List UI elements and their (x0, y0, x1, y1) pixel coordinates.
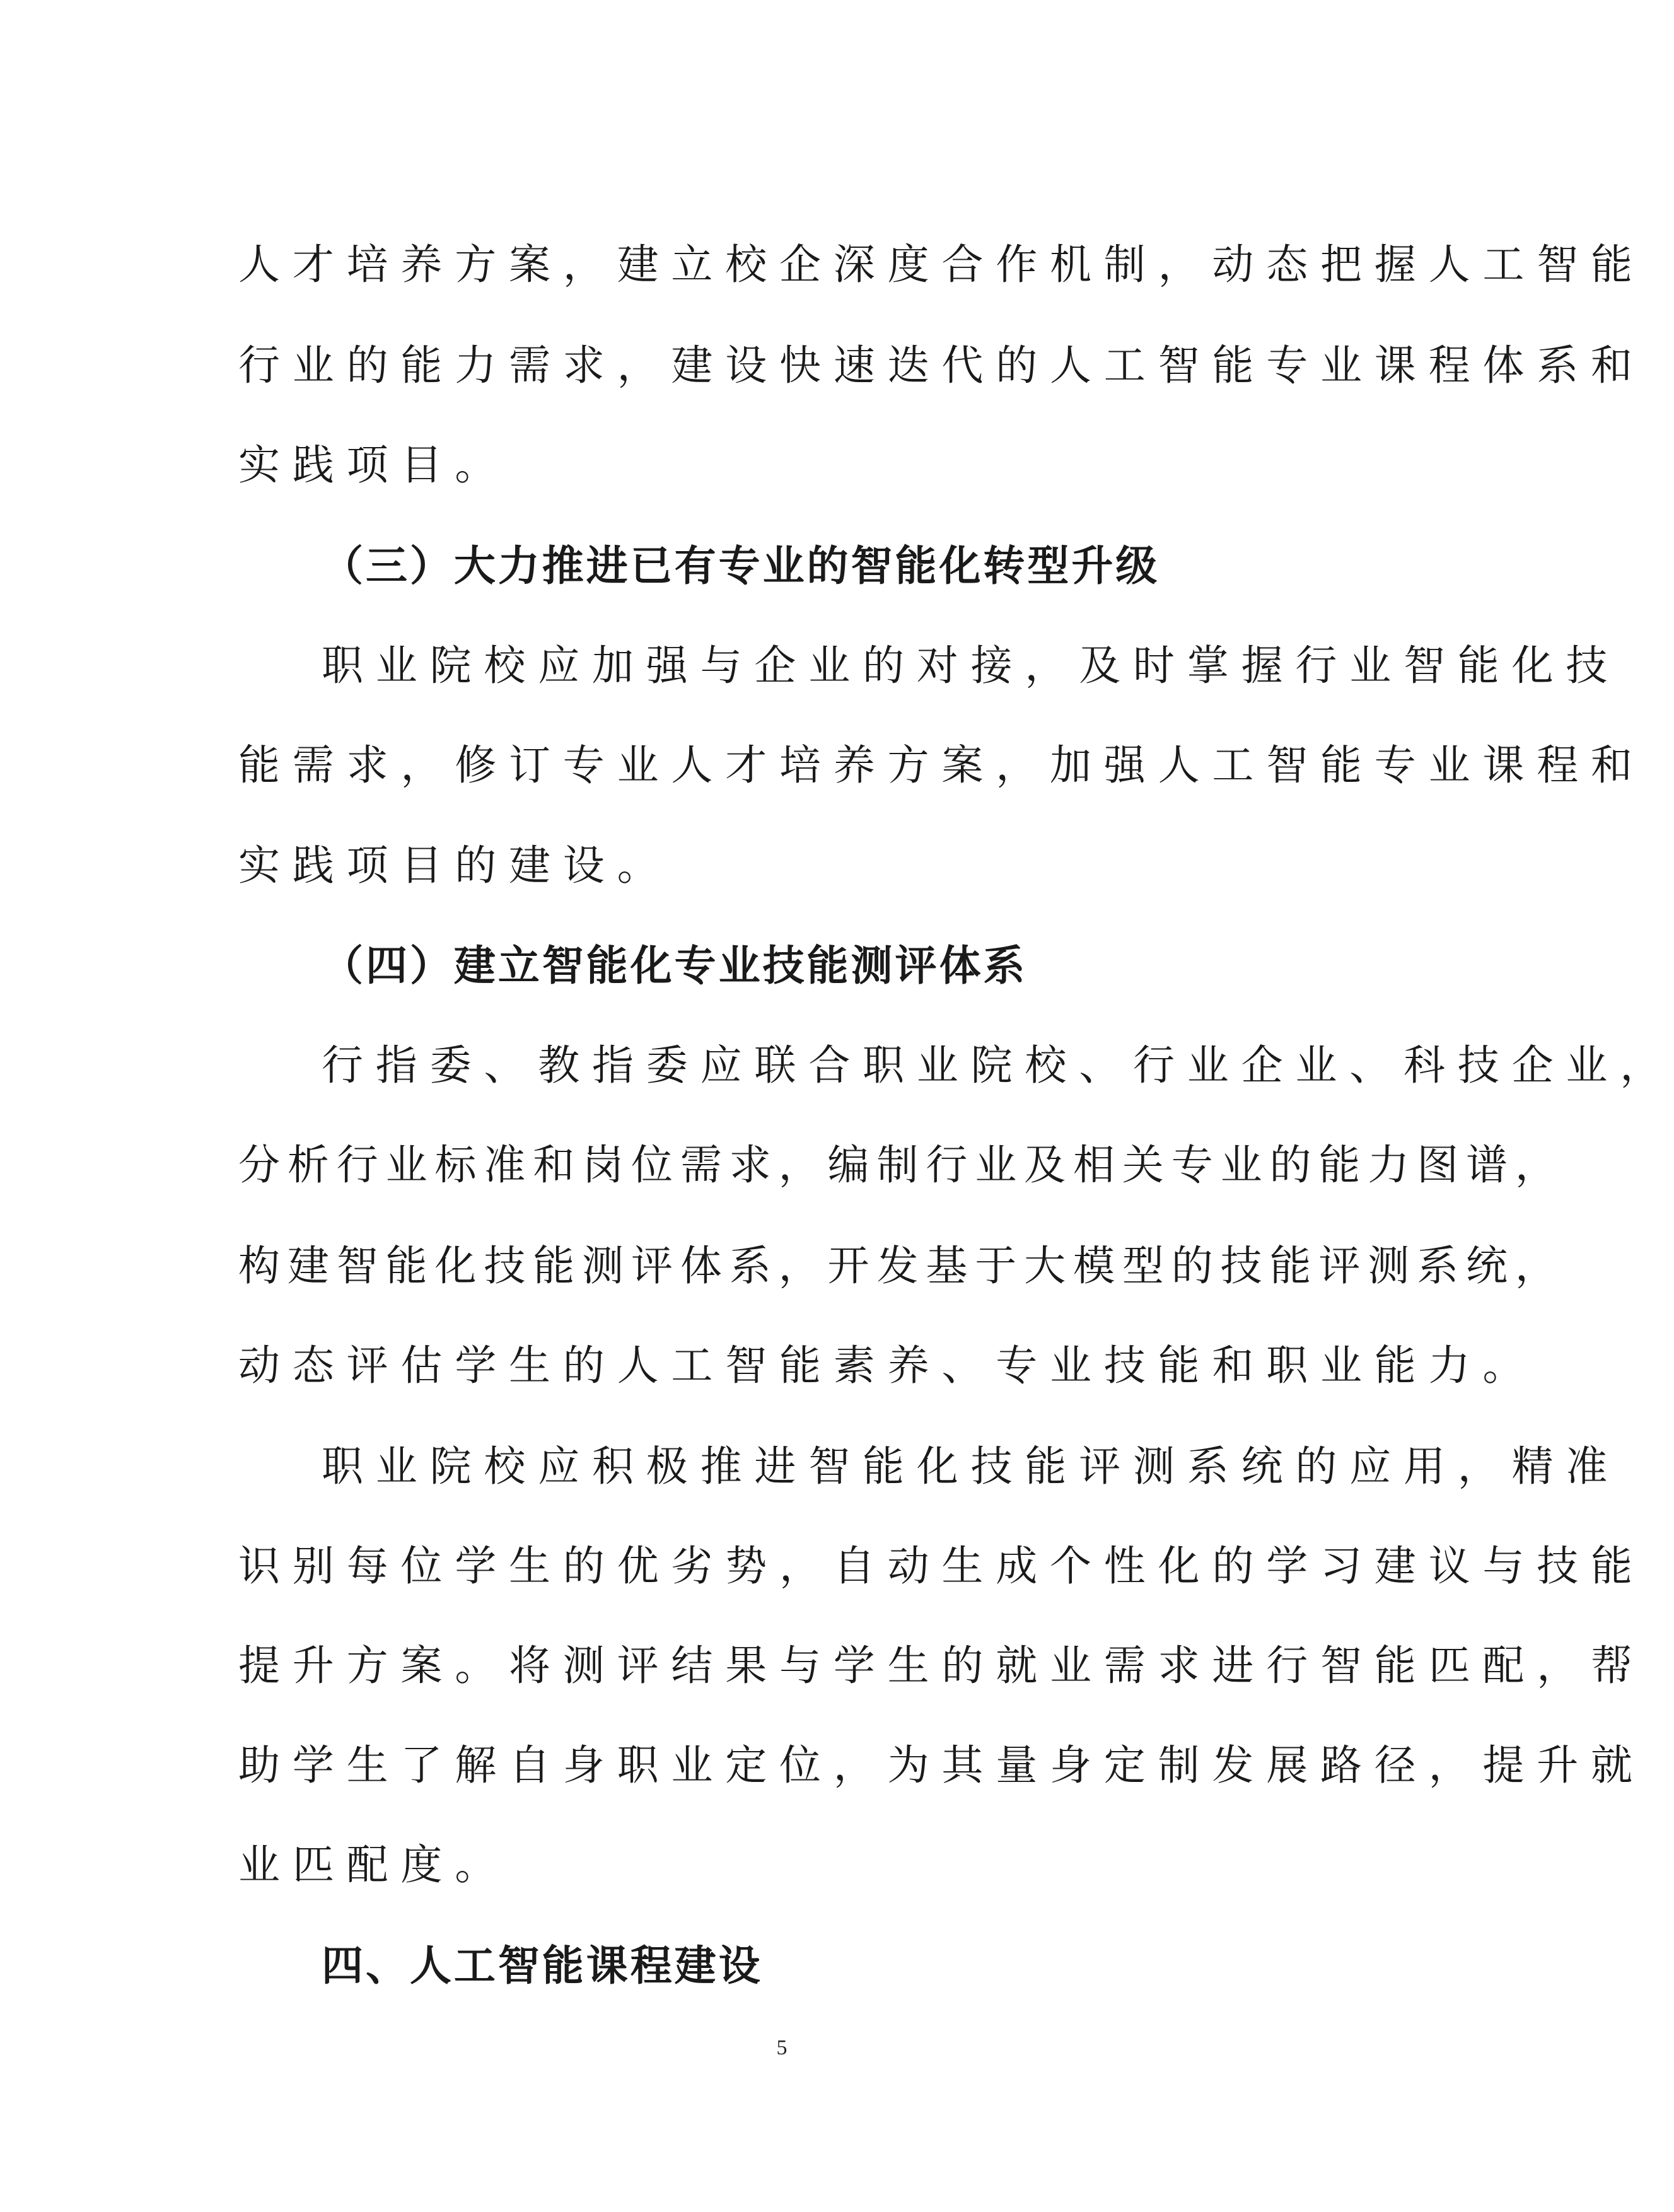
paragraph-line: 行指委、教指委应联合职业院校、行业企业、科技企业， (322, 1041, 1674, 1090)
paragraph-line: 实践项目的建设。 (238, 841, 671, 890)
section-heading-3: （三）大力推进已有专业的智能化转型升级 (322, 542, 1160, 590)
paragraph-line: 助学生了解自身职业定位，为其量身定制发展路径，提升就 (238, 1741, 1645, 1790)
paragraph-line: 动态评估学生的人工智能素养、专业技能和职业能力。 (238, 1341, 1537, 1390)
page-number: 5 (776, 2036, 788, 2059)
paragraph-line: 人才培养方案，建立校企深度合作机制，动态把握人工智能 (238, 240, 1645, 289)
paragraph-line: 业匹配度。 (238, 1841, 509, 1889)
section-heading-4: （四）建立智能化专业技能测评体系 (322, 941, 1028, 990)
paragraph-line: 提升方案。将测评结果与学生的就业需求进行智能匹配，帮 (238, 1641, 1645, 1690)
paragraph-line: 实践项目。 (238, 441, 509, 489)
paragraph-line: 识别每位学生的优劣势，自动生成个性化的学习建议与技能 (238, 1542, 1645, 1590)
paragraph-line: 分析行业标准和岗位需求，编制行业及相关专业的能力图谱， (238, 1141, 1564, 1189)
paragraph-line: 构建智能化技能测评体系，开发基于大模型的技能评测系统， (238, 1242, 1564, 1290)
paragraph-line: 职业院校应积极推进智能化技能评测系统的应用，精准 (322, 1442, 1620, 1491)
paragraph-line: 行业的能力需求，建设快速迭代的人工智能专业课程体系和 (238, 341, 1645, 390)
paragraph-line: 能需求，修订专业人才培养方案，加强人工智能专业课程和 (238, 741, 1645, 789)
paragraph-line: 职业院校应加强与企业的对接，及时掌握行业智能化技 (322, 641, 1620, 690)
chapter-heading-4: 四、人工智能课程建设 (322, 1941, 763, 1990)
